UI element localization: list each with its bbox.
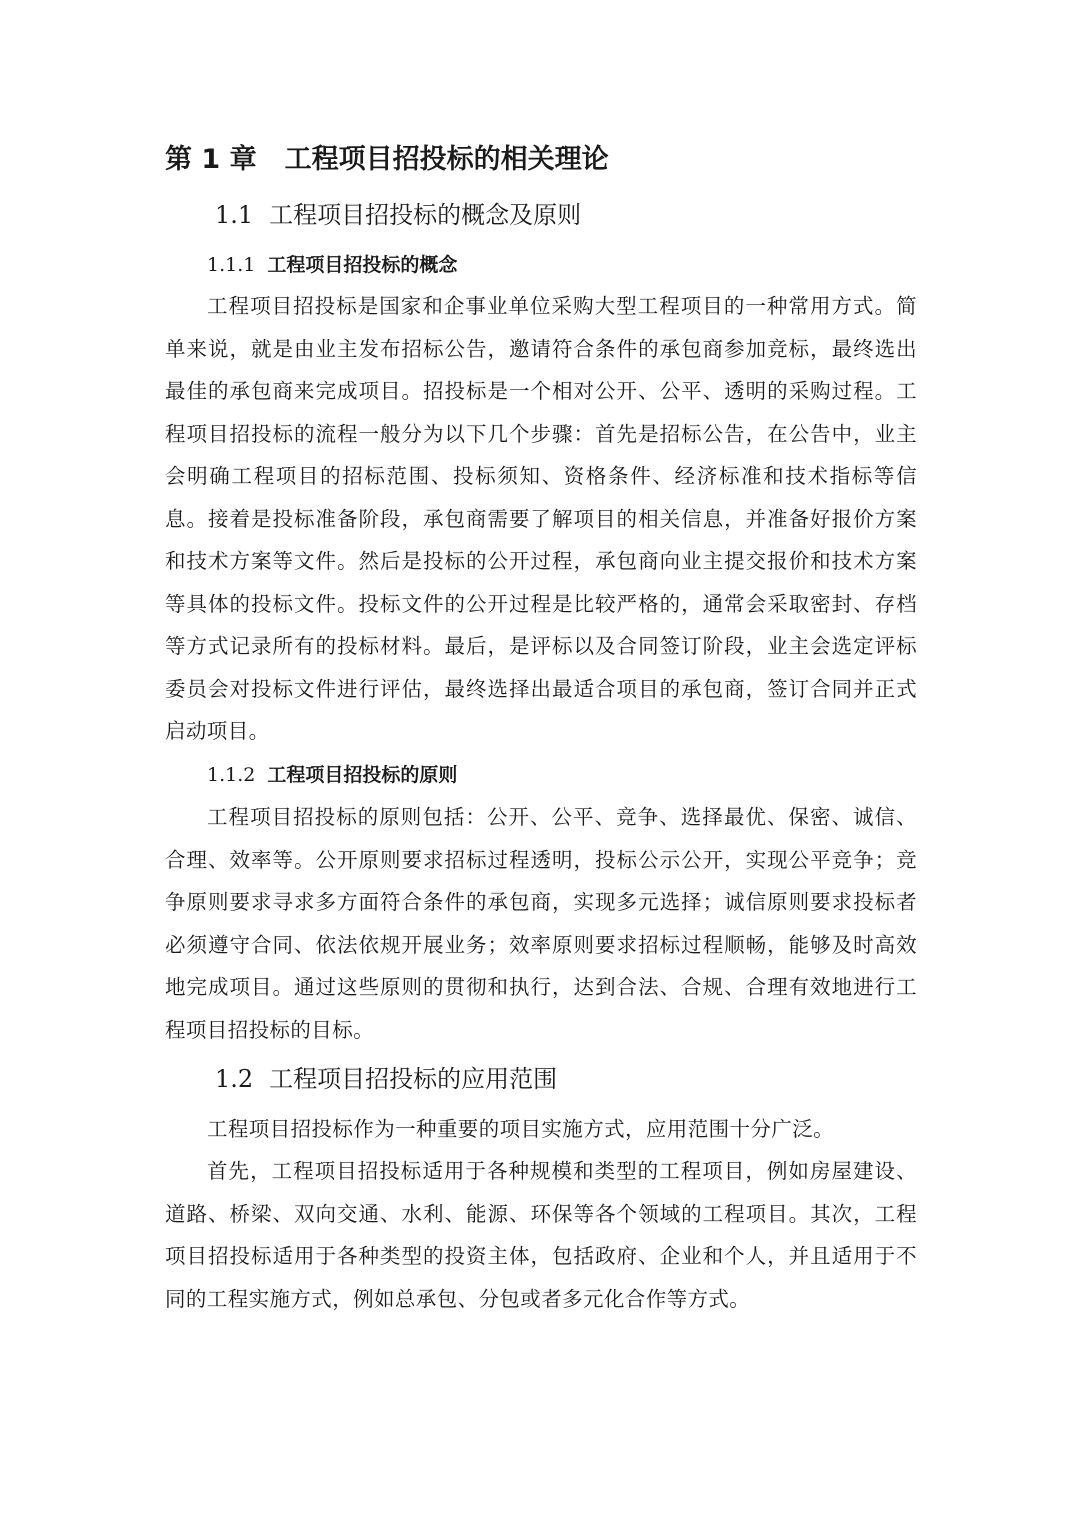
section-title-text: 工程项目招投标的概念及原则 (269, 201, 582, 229)
section-title-text: 工程项目招投标的应用范围 (269, 1065, 558, 1093)
subsection-heading-1-1-2 (207, 759, 457, 791)
subsection-title-text: 工程项目招投标的原则 (267, 764, 458, 786)
subsection-number: 1.1.1 (207, 254, 256, 276)
subsection-number: 1.1.2 (207, 764, 256, 786)
subsection-title-text: 工程项目招投标的概念 (267, 254, 458, 276)
chapter-heading (165, 140, 609, 180)
subsection-heading-1-1-1 (207, 249, 457, 281)
paragraph-concept: 工程项目招投标是国家和企事业单位采购大型工程项目的一种常用方式。简单来说，就是由业主发布招标公告，邀请符合条件的承包商参加竞标，最终选出最佳的承包商来完成项目。招投标是一个相对公开、公平、透明的采购过程。工程项目招投标的流程一般分为以下几个步骤：首先是招标公告，在公告中，业主会明确工程项目的招标范围、投标须知、资格条件、经济标准和技术指标等信息。接着是投标准备阶段，承包商需要了解项目的相关信息，并准备好报价方案和技术方案等文件。然后是投标的公开过程，承包商向业主提交报价和技术方案等具体的投标文件。投标文件的公开过程是比较严格的，通常会采取密封、存档等方式记录所有的投标材料。最后，是评标以及合同签订阶段，业主会选定评标委员会对投标文件进行评估，最终选择出最适合项目的承包商，签订合同并正式启动项目。 (165, 294, 917, 743)
section-number: 1.2 (215, 1065, 254, 1093)
paragraph-principles: 工程项目招投标的原则包括：公开、公平、竞争、选择最优、保密、诚信、合理、效率等。公开原则要求招标过程透明，投标公示公开，实现公平竞争；竞争原则要求寻求多方面符合条件的承包商，实现多元选择；诚信原则要求投标者必须遵守合同、依法依规开展业务；效率原则要求招标过程顺畅，能够及时高效地完成项目。通过这些原则的贯彻和执行，达到合法、合规、合理有效地进行工程项目招投标的目标。 (165, 805, 917, 1042)
chapter-number: 第 1 章 (165, 144, 257, 175)
section-number: 1.1 (215, 201, 254, 229)
chapter-title-text: 工程项目招投标的相关理论 (284, 144, 609, 175)
paragraph-scope-intro: 工程项目招投标作为一种重要的项目实施方式，应用范围十分广泛。 (207, 1117, 834, 1141)
paragraph-scope-detail: 首先，工程项目招投标适用于各种规模和类型的工程项目，例如房屋建设、道路、桥梁、双向交通、水利、能源、环保等各个领域的工程项目。其次，工程项目招投标适用于各种类型的投资主体，包括政府、企业和个人，并且适用于不同的工程实施方式，例如总承包、分包或者多元化合作等方式。 (165, 1159, 917, 1311)
section-heading-1-1 (215, 197, 581, 233)
section-heading-1-2 (215, 1061, 557, 1097)
